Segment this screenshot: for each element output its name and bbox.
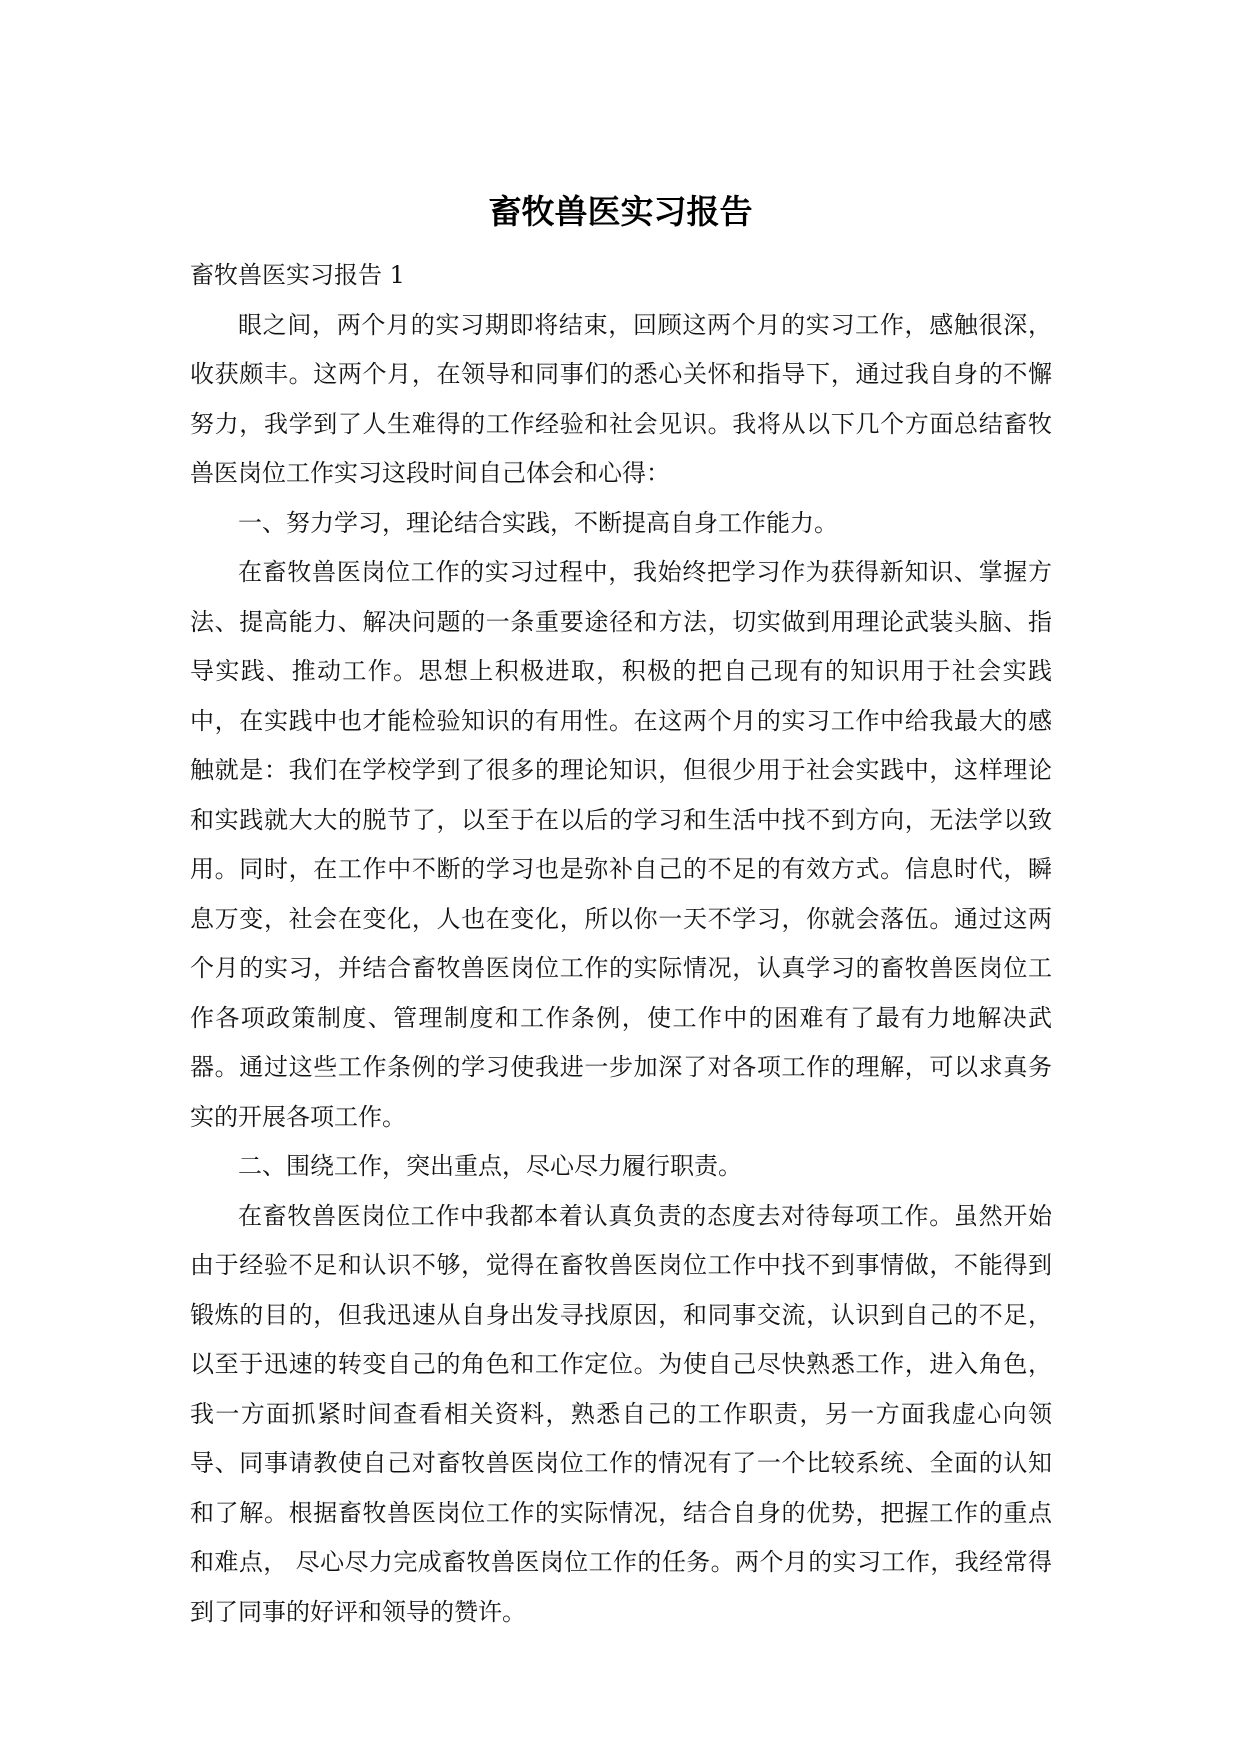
section-heading: 畜牧兽医实习报告 1	[190, 261, 405, 289]
paragraph-point-one-heading: 一、努力学习，理论结合实践，不断提高自身工作能力。	[238, 508, 838, 537]
paragraph-point-two-heading: 二、围绕工作，突出重点，尽心尽力履行职责。	[238, 1152, 742, 1180]
document-body	[190, 251, 1052, 1637]
paragraph-intro: 眼之间，两个月的实习期即将结束，回顾这两个月的实习工作，感触很深，收获颇丰。这两个月，在领导和同事们的悉心关怀和指导下，通过我自身的不懈努力，我学到了人生难得的工作经验和社会见识。我将从以下几个方面总结畜牧兽医岗位工作实习这段时间自己体会和心得：	[190, 310, 1052, 487]
paragraph-point-two-body: 在畜牧兽医岗位工作中我都本着认真负责的态度去对待每项工作。虽然开始由于经验不足和认识不够，觉得在畜牧兽医岗位工作中找不到事情做，不能得到锻炼的目的，但我迅速从自身出发寻找原因，和同事交流，认识到自己的不足，以至于迅速的转变自己的角色和工作定位。为使自己尽快熟悉工作，进入角色，我一方面抓紧时间查看相关资料，熟悉自己的工作职责，另一方面我虚心向领导、同事请教使自己对畜牧兽医岗位工作的情况有了一个比较系统、全面的认知和了解。根据畜牧兽医岗位工作的实际情况，结合自身的优势，把握工作的重点和难点， 尽心尽力完成畜牧兽医岗位工作的任务。两个月的实习工作，我经常得到了同事的好评和领导的赞许。	[190, 1201, 1052, 1626]
paragraph-point-one-body: 在畜牧兽医岗位工作的实习过程中，我始终把学习作为获得新知识、掌握方法、提高能力、解决问题的一条重要途径和方法，切实做到用理论武装头脑、指导实践、推动工作。思想上积极进取，积极的把自己现有的知识用于社会实践中，在实践中也才能检验知识的有用性。在这两个月的实习工作中给我最大的感触就是：我们在学校学到了很多的理论知识，但很少用于社会实践中，这样理论和实践就大大的脱节了，以至于在以后的学习和生活中找不到方向，无法学以致用。同时，在工作中不断的学习也是弥补自己的不足的有效方式。信息时代，瞬息万变，社会在变化，人也在变化，所以你一天不学习，你就会落伍。通过这两个月的实习，并结合畜牧兽医岗位工作的实际情况，认真学习的畜牧兽医岗位工作各项政策制度、管理制度和工作条例，使工作中的困难有了最有力地解决武器。通过这些工作条例的学习使我进一步加深了对各项工作的理解，可以求真务实的开展各项工作。	[190, 558, 1052, 1131]
document-title: 畜牧兽医实习报告	[488, 192, 753, 231]
